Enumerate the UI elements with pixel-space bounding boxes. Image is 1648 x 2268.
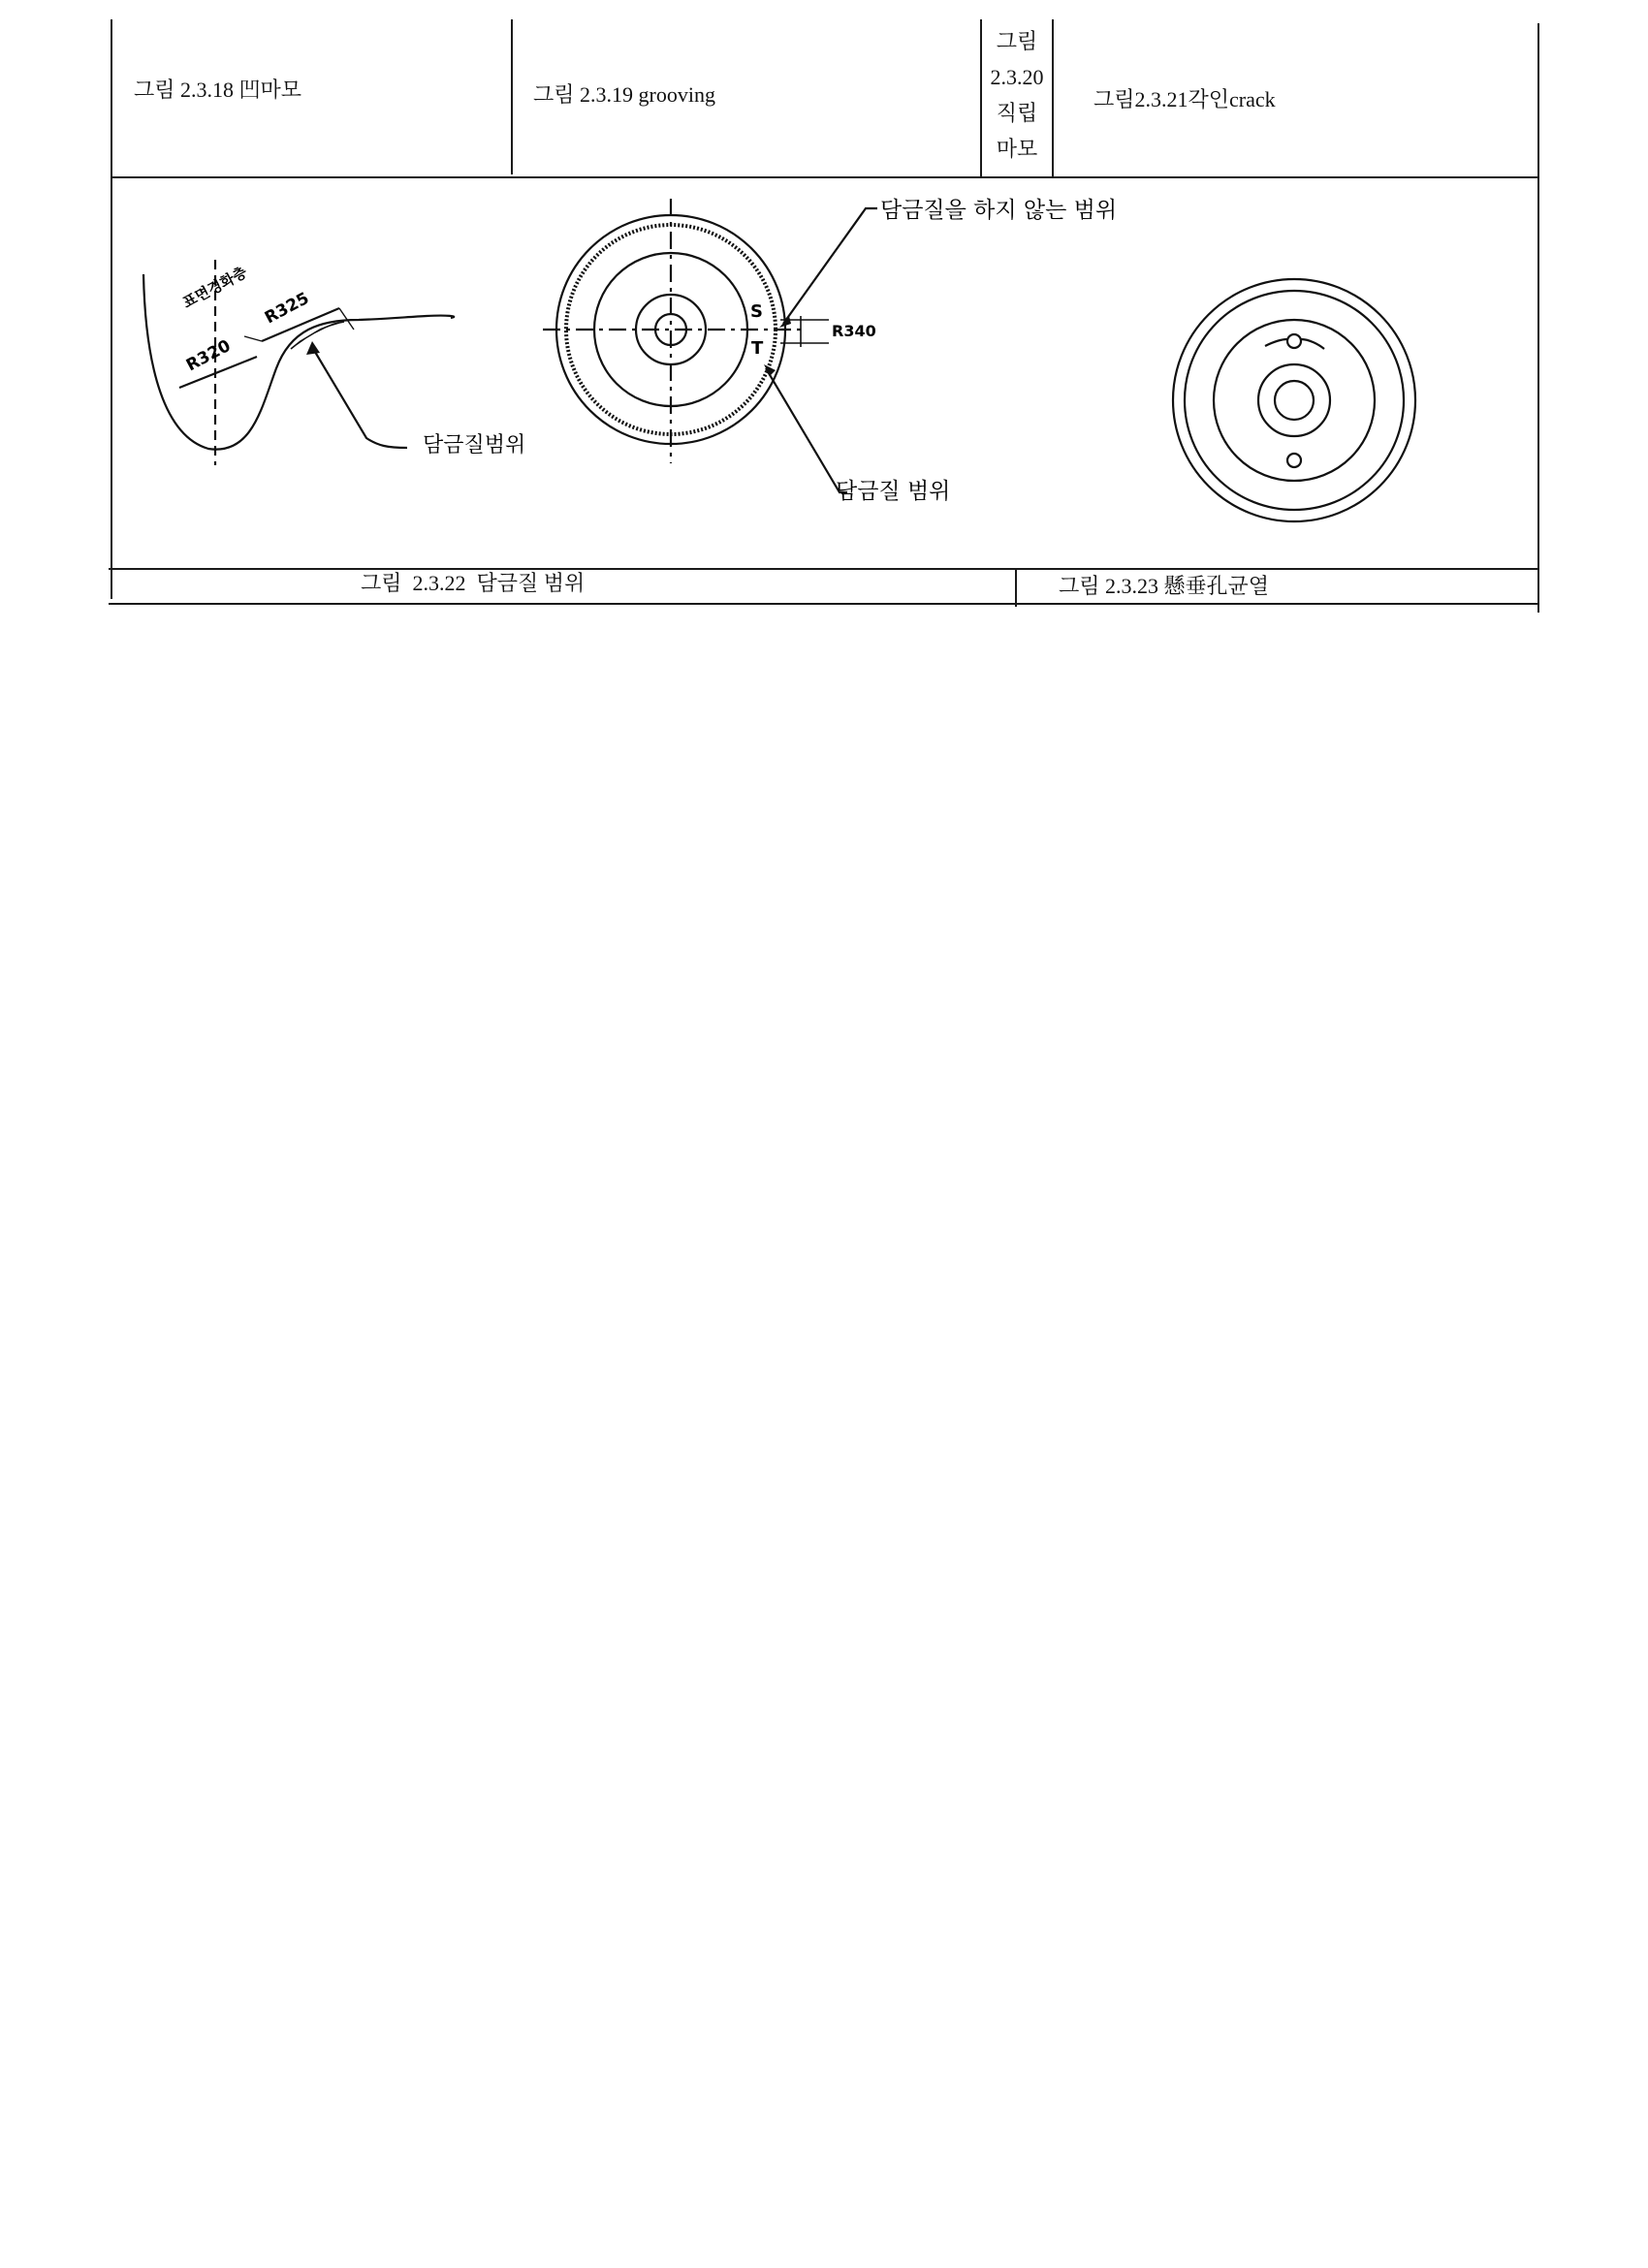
profile-arrow-head — [306, 341, 320, 355]
wheel-letter-s: S — [750, 301, 763, 322]
caption-fig-2-3-18: 그림 2.3.18 凹마모 — [134, 78, 302, 102]
caption-fig-2-3-20-line: 2.3.20 — [990, 64, 1044, 89]
wheel-face-drawing — [543, 199, 877, 492]
caption-fig-2-3-19: 그림 2.3.19 grooving — [533, 82, 715, 107]
wheel-letter-t: T — [751, 338, 764, 359]
caption-fig-2-3-21: 그림2.3.21각인crack — [1093, 87, 1276, 111]
caption-fig-2-3-22: 그림 2.3.22 담금질 범위 — [361, 571, 586, 595]
profile-label: 담금질범위 — [423, 433, 526, 457]
wheel-arrow-head-bottom — [764, 364, 776, 376]
profile-dim-r325: R325 — [261, 288, 313, 329]
profile-note: 표면경화층 — [179, 263, 250, 312]
caption-fig-2-3-20-line: 마모 — [996, 136, 1038, 161]
caption-fig-2-3-20-line: 직립 — [996, 100, 1038, 125]
caption-fig-2-3-23: 그림 2.3.23 懸垂孔균열 — [1059, 574, 1270, 598]
figure-drawings — [0, 0, 1648, 640]
wheel-label-range: 담금질 범위 — [836, 479, 951, 504]
profile-dim-r320: R320 — [182, 335, 235, 376]
wheel-dim-r340: R340 — [832, 322, 876, 340]
caption-fig-2-3-20-line: 그림 — [996, 28, 1038, 53]
wheel-crack-drawing — [1173, 279, 1415, 521]
wheel-label-excluded: 담금질을 하지 않는 범위 — [880, 198, 1118, 223]
